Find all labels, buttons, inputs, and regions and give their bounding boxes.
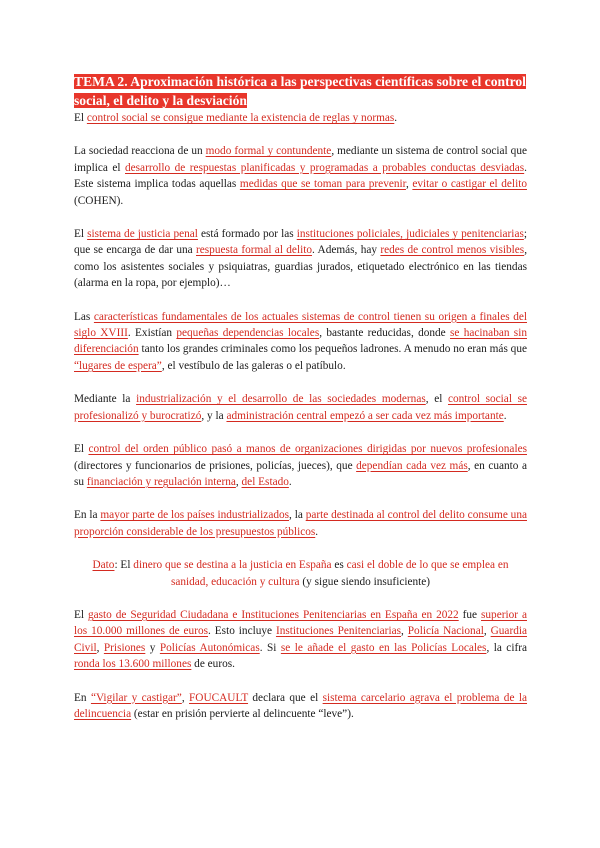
underlined-phrase: evitar o castigar el delito bbox=[412, 178, 527, 191]
text: declara que el bbox=[248, 691, 323, 704]
text: , como los asistentes sociales y psiquiatras, guardias jurados, etiquetado electrónico en las tiendas (alarma en la ropa, por ejemplo)… bbox=[74, 244, 528, 290]
paragraph-orden-publico bbox=[74, 441, 527, 490]
text: , el bbox=[425, 393, 448, 406]
title-highlight: TEMA 2. Aproximación histórica a las perspectivas científicas sobre el control social, el delito y la desviación bbox=[74, 74, 526, 108]
text: . Esto incluye bbox=[208, 625, 276, 638]
text: Mediante la bbox=[74, 393, 137, 406]
text: , bbox=[401, 625, 408, 638]
paragraph-control-social bbox=[74, 110, 527, 126]
underlined-phrase: superior a los 10.000 millones de euros bbox=[74, 608, 527, 638]
underlined-phrase: instituciones policiales, judiciales y penitenciarias bbox=[296, 228, 524, 241]
underlined-phrase: control social se consigue mediante la existencia de reglas y normas bbox=[86, 112, 395, 124]
text: (y sigue siendo insuficiente) bbox=[299, 575, 431, 588]
text: (estar en prisión pervierte al delincuente “leve”). bbox=[131, 707, 354, 720]
text: . bbox=[394, 112, 398, 124]
text: La sociedad reacciona de un bbox=[74, 145, 206, 158]
page-title bbox=[74, 72, 527, 110]
paragraph-industrializacion bbox=[74, 391, 527, 424]
text: . bbox=[503, 409, 507, 422]
underlined-phrase: se hacinaban sin diferenciación bbox=[74, 327, 527, 356]
text: , bbox=[181, 691, 190, 704]
underlined-phrase: industrialización y el desarrollo de las sociedades modernas bbox=[136, 393, 426, 406]
text: : El bbox=[114, 559, 134, 572]
dato-label: Dato bbox=[92, 559, 115, 572]
underlined-phrase: ronda los 13.600 millones bbox=[74, 658, 192, 671]
underlined-phrase: sistema de justicia penal bbox=[87, 228, 198, 241]
text: fue bbox=[458, 608, 482, 621]
underlined-phrase: gasto de Seguridad Ciudadana e Instituciones Penitenciarias en España en 2022 bbox=[87, 608, 459, 621]
text: Las bbox=[74, 310, 94, 323]
underlined-phrase: Policías Autonómicas bbox=[159, 641, 260, 654]
text: ; que se encarga de dar una bbox=[74, 228, 528, 257]
text: El bbox=[74, 443, 89, 456]
dato-note bbox=[74, 557, 527, 590]
underlined-phrase: “Vigilar y castigar” bbox=[90, 691, 182, 704]
text: tanto los grandes criminales como los pequeños ladrones. A menudo no eran más que bbox=[138, 343, 527, 356]
paragraph-foucault bbox=[74, 690, 527, 723]
paragraph-paises-industrializados bbox=[74, 507, 527, 540]
text: El bbox=[74, 608, 88, 621]
paragraph-gasto-seguridad bbox=[74, 607, 527, 673]
paragraph-siglo-xviii bbox=[74, 309, 527, 375]
text: , bbox=[96, 641, 104, 654]
underlined-phrase: pequeñas dependencias locales bbox=[176, 327, 320, 340]
underlined-phrase: control social se profesionalizó y burocratizó bbox=[74, 393, 527, 422]
underlined-phrase: mayor parte de los países industrializados bbox=[100, 509, 290, 522]
text: En bbox=[74, 691, 91, 704]
underlined-phrase: Policía Nacional bbox=[407, 625, 484, 638]
underlined-phrase: financiación y regulación interna bbox=[86, 475, 236, 488]
text: y bbox=[145, 641, 160, 654]
text: . Además, hay bbox=[312, 244, 381, 257]
text: . Existían bbox=[127, 327, 177, 340]
underlined-phrase: redes de control menos visibles bbox=[380, 244, 525, 257]
text: . bbox=[315, 525, 319, 538]
text: , la cifra bbox=[486, 641, 527, 654]
paragraph-justicia-penal bbox=[74, 226, 527, 292]
text: , la bbox=[289, 509, 306, 522]
text: , en cuanto a su bbox=[74, 459, 527, 488]
red-phrase: dinero que se destina a la justicia en España bbox=[133, 559, 332, 572]
underlined-phrase: respuesta formal al delito bbox=[196, 244, 313, 257]
underlined-phrase: parte destinada al control del delito consume una proporción considerable de los presupuestos públicos bbox=[74, 509, 527, 538]
text: , el vestíbulo de las galeras o el patíbulo. bbox=[161, 359, 346, 372]
underlined-phrase: del Estado bbox=[241, 475, 289, 488]
paragraph-reaccion-social bbox=[74, 143, 527, 209]
underlined-phrase: “lugares de espera” bbox=[74, 359, 162, 372]
document-page bbox=[74, 72, 527, 722]
underlined-phrase: dependían cada vez más bbox=[356, 459, 468, 472]
underlined-phrase: se le añade el gasto en las Policías Locales bbox=[280, 641, 487, 654]
underlined-phrase: FOUCAULT bbox=[189, 691, 249, 704]
text: (COHEN). bbox=[74, 194, 124, 207]
underlined-phrase: Prisiones bbox=[103, 641, 146, 654]
text: El bbox=[74, 112, 87, 124]
text: (directores y funcionarios de prisiones, policías, jueces), que bbox=[74, 459, 357, 472]
text: . Este sistema implica todas aquellas bbox=[74, 161, 527, 191]
text: de euros. bbox=[191, 658, 235, 671]
underlined-phrase: medidas que se toman para prevenir bbox=[239, 178, 406, 191]
red-phrase: casi el doble de lo que se emplea en sanidad, educación y cultura bbox=[170, 559, 509, 588]
text: está formado por las bbox=[197, 228, 297, 241]
text: es bbox=[331, 559, 347, 572]
text: . Si bbox=[259, 641, 281, 654]
underlined-phrase: administración central empezó a ser cada vez más importante bbox=[226, 409, 504, 422]
underlined-phrase: sistema carcelario agrava el problema de la delincuencia bbox=[74, 691, 527, 720]
text: En la bbox=[74, 509, 101, 522]
underlined-phrase: control del orden público pasó a manos de organizaciones dirigidas por nuevos profesionales bbox=[88, 443, 527, 456]
underlined-phrase: Guardia Civil bbox=[74, 625, 528, 654]
text: , bbox=[405, 178, 413, 191]
text: . bbox=[288, 475, 292, 488]
text: El bbox=[74, 228, 88, 241]
underlined-phrase: características fundamentales de los actuales sistemas de control tienen su origen a finales del siglo XVIII bbox=[74, 310, 527, 340]
text: , mediante un sistema de control social que implica el bbox=[74, 145, 527, 174]
underlined-phrase: Instituciones Penitenciarias bbox=[275, 625, 401, 638]
text: , bbox=[483, 625, 491, 638]
text: , bbox=[235, 475, 242, 488]
text: , y la bbox=[201, 409, 227, 422]
text: , bastante reducidas, donde bbox=[319, 327, 450, 340]
underlined-phrase: desarrollo de respuestas planificadas y programadas a probables conductas desviadas bbox=[125, 161, 525, 174]
underlined-phrase: modo formal y contundente bbox=[205, 145, 332, 158]
